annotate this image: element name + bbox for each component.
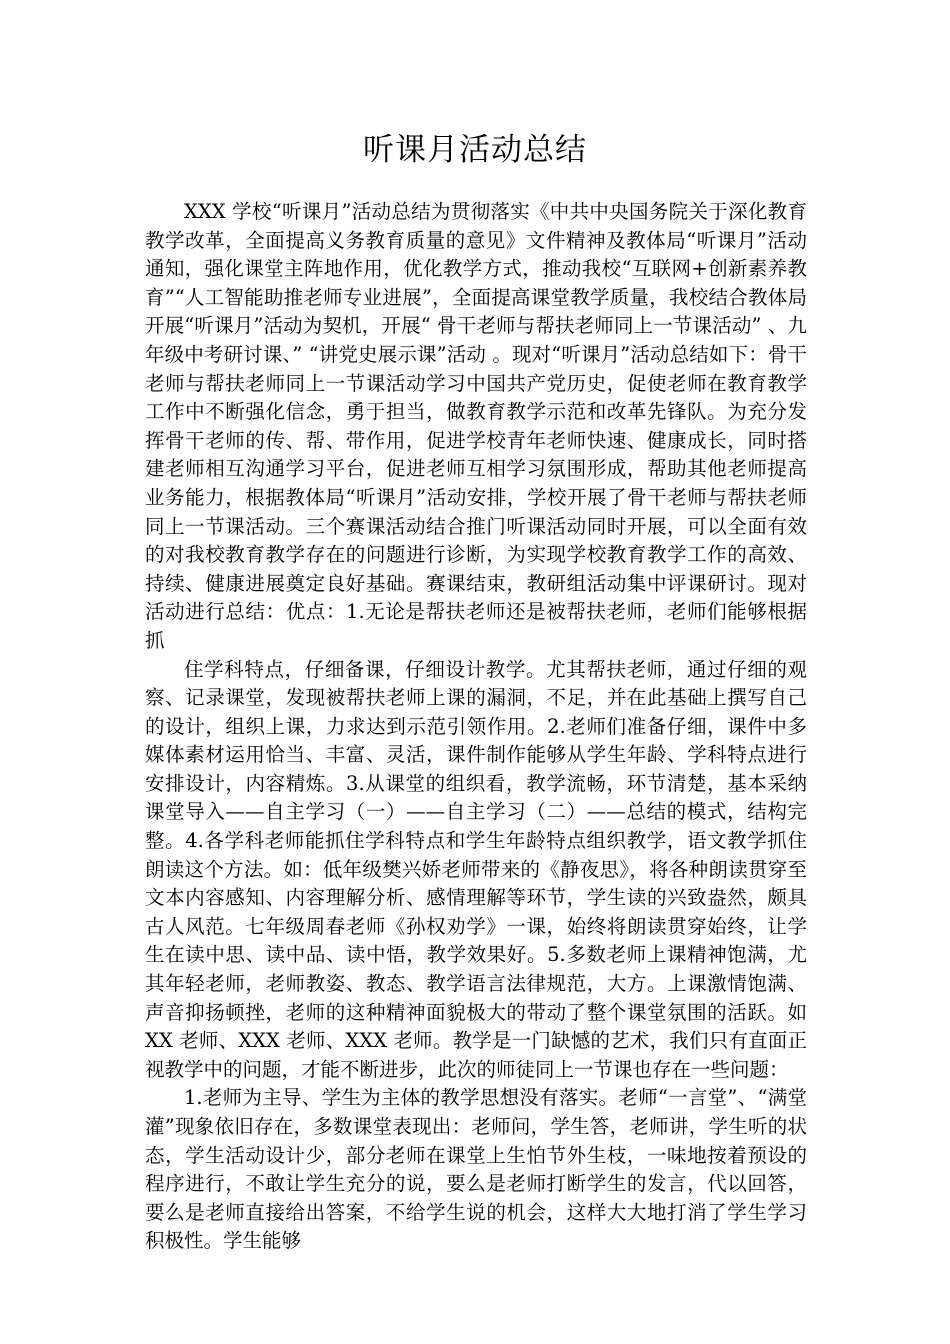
paragraph-3: 1.老师为主导、学生为主体的教学思想没有落实。老师“一言堂”、“满堂灌”现象依旧存在，多数课堂表现出：老师问，学生答，老师讲，学生听的状态，学生活动设计少，部分老师在课堂上生怕节外生枝，一味地按着预设的程序进行，不敢让学生充分的说，要么是老师打断学生的发言，代以回答，要么是老师直接给出答案，不给学生说的机会，这样大大地打消了学生学习积极性。学生能够 (145, 1086, 807, 1253)
paragraph-1: XXX 学校“听课月”活动总结为贯彻落实《中共中央国务院关于深化教育教学改革，全面提高义务教育质量的意见》文件精神及教体局“听课月”活动通知，强化课堂主阵地作用，优化教学方式，推动我校“互联网+创新素养教育”“人工智能助推老师专业进展”，全面提高课堂教学质量，我校结合教体局开展“听课月”活动为契机，开展“ 骨干老师与帮扶老师同上一节课活动” 、九年级中考研讨课、” “讲党史展示课”活动 。现对“听课月”活动总结如下：骨干老师与帮扶老师同上一节课活动学习中国共产党历史，促使老师在教育教学工作中不断强化信念，勇于担当，做教育教学示范和改革先锋队。为充分发挥骨干老师的传、帮、带作用，促进学校青年老师快速、健康成长，同时搭建老师相互沟通学习平台，促进老师互相学习氛围形成，帮助其他老师提高业务能力，根据教体局“听课月”活动安排，学校开展了骨干老师与帮扶老师同上一节课活动。三个赛课活动结合推门听课活动同时开展，可以全面有效的对我校教育教学存在的问题进行诊断，为实现学校教育教学工作的高效、持续、健康进展奠定良好基础。赛课结束，教研组活动集中评课研讨。现对活动进行总结：优点：1.无论是帮扶老师还是被帮扶老师，老师们能够根据抓 (145, 200, 807, 652)
paragraph-2: 住学科特点，仔细备课，仔细设计教学。尤其帮扶老师，通过仔细的观察、记录课堂，发现被帮扶老师上课的漏洞，不足，并在此基础上撰写自己的设计，组织上课，力求达到示范引领作用。2.老师们准备仔细，课件中多媒体素材运用恰当、丰富、灵活，课件制作能够从学生年龄、学科特点进行安排设计，内容精炼。3.从课堂的组织看，教学流畅，环节清楚，基本采纳课堂导入——自主学习（一）——自主学习（二）——总结的模式，结构完整。4.各学科老师能抓住学科特点和学生年龄特点组织教学，语文教学抓住朗读这个方法。如：低年级樊兴娇老师带来的《静夜思》，将各种朗读贯穿至文本内容感知、内容理解分析、感情理解等环节，学生读的兴致盎然，颇具古人风范。七年级周春老师《孙权劝学》一课，始终将朗读贯穿始终，让学生在读中思、读中品、读中悟，教学效果好。5.多数老师上课精神饱满，尤其年轻老师，老师教姿、教态、教学语言法律规范，大方。上课激情饱满、声音抑扬顿挫，老师的这种精神面貌极大的带动了整个课堂氛围的活跃。如 XX 老师、XXX 老师、XXX 老师。教学是一门缺憾的艺术，我们只有直面正视教学中的问题，才能不断进步，此次的师徒同上一节课也存在一些问题： (145, 657, 807, 1081)
document-title: 听课月活动总结 (363, 132, 587, 168)
document-body (145, 198, 807, 1256)
